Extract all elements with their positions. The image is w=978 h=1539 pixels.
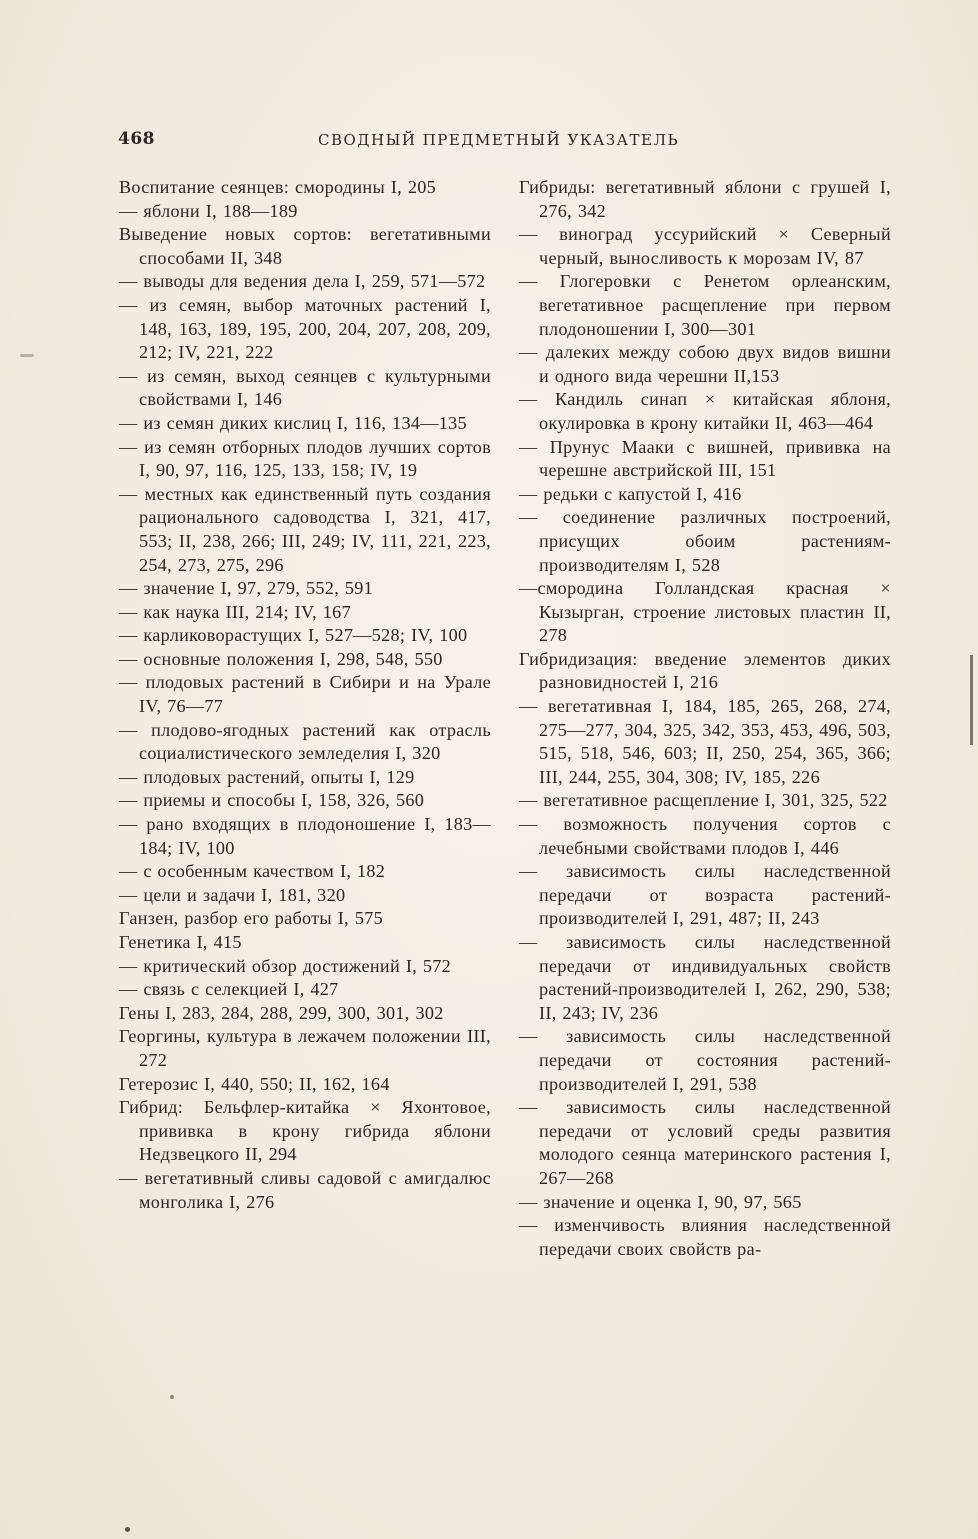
index-entry: — из семян отборных плодов лучших сортов I, 90, 97, 116, 125, 133, 158; IV, 19 — [119, 436, 491, 481]
index-entry: — зависимость силы наследственной передачи от индивидуальных свойств растений-производителей I, 262, 290, 538; II, 243; IV, 236 — [519, 932, 891, 1023]
index-entry: — редьки с капустой I, 416 — [519, 483, 742, 504]
index-entry: Гетерозис I, 440, 550; II, 162, 164 — [119, 1073, 390, 1094]
index-entry: Гибрид: Бельфлер-китайка × Яхонтовое, прививка в крону гибрида яблони Недзвецкого II, 294 — [119, 1097, 491, 1165]
index-entry: — далеких между собою двух видов вишни и одного вида черешни II,153 — [519, 342, 891, 386]
index-entry: — Глогеровки с Ренетом орлеанским, вегетативное расщепление при первом плодоношении I, 300—301 — [519, 271, 891, 339]
page-header — [118, 129, 892, 157]
index-entry: Георгины, культура в лежачем положении III, 272 — [119, 1026, 491, 1070]
index-entry: — с особенным качеством I, 182 — [119, 861, 386, 882]
index-entry: — как наука III, 214; IV, 167 — [119, 601, 351, 622]
index-entry: — зависимость силы наследственной передачи от возраста растений-производителей I, 291, 487; II, 243 — [519, 861, 891, 929]
index-entry: — выводы для ведения дела I, 259, 571—572 — [119, 271, 486, 292]
index-entry: — зависимость силы наследственной передачи от условий среды развития молодого сеянца материнского растения I, 267—268 — [519, 1097, 891, 1188]
index-entry: Генетика I, 415 — [119, 932, 242, 952]
index-entry: — виноград уссурийский × Северный черный, выносливость к морозам IV, 87 — [519, 224, 891, 268]
index-entry: — значение I, 97, 279, 552, 591 — [119, 578, 374, 599]
index-entry: — зависимость силы наследственной передачи от состояния растений-производителей I, 291, 538 — [519, 1026, 891, 1094]
index-entry: Гены I, 283, 284, 288, 299, 300, 301, 302 — [119, 1002, 444, 1023]
index-entry: — рано входящих в плодоношение I, 183—184; IV, 100 — [119, 814, 491, 858]
paper-speck — [125, 1527, 130, 1532]
index-entry: — яблони I, 188—189 — [119, 200, 298, 221]
page-number: 468 — [118, 129, 155, 149]
index-entry: Гибридизация: введение элементов диких разновидностей I, 216 — [519, 648, 891, 693]
paper-speck — [20, 354, 34, 357]
index-entry: —смородина Голландская красная × Кызырган, строение листовых пластин II, 278 — [519, 578, 891, 646]
index-entry: — Кандиль синап × китайская яблоня, окулировка в крону китайки II, 463—464 — [519, 389, 891, 433]
index-entry: Воспитание сеянцев: смородины I, 205 — [119, 177, 437, 197]
index-entry: — соединение различных построений, присущих обоим растениям-производителям I, 528 — [519, 507, 891, 575]
index-entry: — основные положения I, 298, 548, 550 — [119, 648, 443, 669]
index-entry: — вегетативный сливы садовой с амигдалюс монголика I, 276 — [119, 1167, 491, 1212]
index-entry: — Прунус Мааки с вишней, прививка на черешне австрийской III, 151 — [519, 436, 891, 481]
index-entry: — возможность получения сортов с лечебными свойствами плодов I, 446 — [519, 814, 891, 858]
index-entry: — вегетативное расщепление I, 301, 325, 522 — [519, 790, 888, 811]
index-entry: — цели и задачи I, 181, 320 — [119, 884, 346, 905]
index-entry: — значение и оценка I, 90, 97, 565 — [519, 1191, 802, 1212]
index-entry: — вегетативная I, 184, 185, 265, 268, 274, 275—277, 304, 325, 342, 353, 453, 496, 503, 515, 518, 546, 603; II, 250, 254, 365, 366; III, 244, 255, 304, 308; IV, 185, 226 — [519, 696, 891, 787]
index-entry: — плодово-ягодных растений как отрасль социалистического земледелия I, 320 — [119, 719, 491, 764]
paper-speck — [170, 1395, 174, 1399]
left-column — [119, 176, 491, 1214]
index-entry: — изменчивость влияния наследственной передачи своих свойств ра- — [519, 1215, 891, 1259]
right-column — [519, 176, 891, 1261]
index-entry: — плодовых растений, опыты I, 129 — [119, 766, 415, 787]
index-entry: — из семян, выбор маточных растений I, 148, 163, 189, 195, 200, 204, 207, 208, 209, 212; IV, 221, 222 — [119, 294, 491, 363]
index-entry: Выведение новых сортов: вегетативными способами II, 348 — [119, 224, 491, 268]
index-entry: Гибриды: вегетативный яблони с грушей I, 276, 342 — [519, 177, 891, 221]
index-entry: — приемы и способы I, 158, 326, 560 — [119, 790, 425, 811]
index-entry: — плодовых растений в Сибири и на Урале IV, 76—77 — [119, 672, 491, 717]
index-entry: Ганзен, разбор его работы I, 575 — [119, 908, 384, 929]
index-entry: — из семян, выход сеянцев с культурными свойствами I, 146 — [119, 365, 491, 410]
index-entry: — карликоворастущих I, 527—528; IV, 100 — [119, 625, 468, 646]
page-edge-mark — [970, 655, 973, 745]
index-entry: — связь с селекцией I, 427 — [119, 979, 339, 1000]
running-title: СВОДНЫЙ ПРЕДМЕТНЫЙ УКАЗАТЕЛЬ — [318, 131, 680, 149]
index-entry: — из семян диких кислиц I, 116, 134—135 — [119, 412, 467, 433]
index-entry: — критический обзор достижений I, 572 — [119, 955, 452, 976]
index-entry: — местных как единственный путь создания рационального садоводства I, 321, 417, 553; II, 238, 266; III, 249; IV, 111, 221, 223, 254, 273, 275, 296 — [119, 483, 491, 575]
